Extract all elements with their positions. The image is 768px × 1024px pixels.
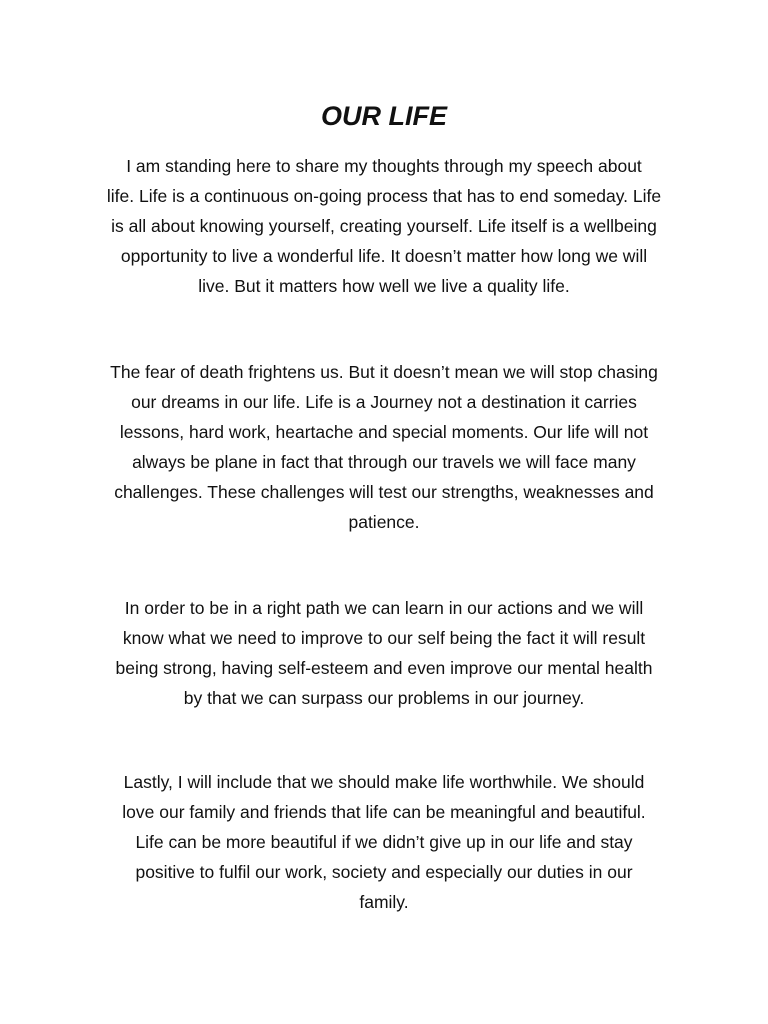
paragraph-4 bbox=[80, 767, 688, 917]
paragraph-line: opportunity to live a wonderful life. It doesn’t matter how long we will bbox=[120, 246, 648, 266]
paragraph-line: always be plane in fact that through our travels we will face many bbox=[132, 452, 636, 472]
paragraph-line: The fear of death frightens us. But it doesn’t mean we will stop chasing bbox=[110, 362, 658, 382]
paragraph-3 bbox=[80, 593, 688, 713]
paragraph-line: Life can be more beautiful if we didn’t give up in our life and stay bbox=[135, 832, 633, 852]
paragraph-line: family. bbox=[359, 892, 409, 912]
paragraph-line: life. Life is a continuous on-going process that has to end someday. Life bbox=[106, 186, 662, 206]
document-title: OUR LIFE bbox=[321, 101, 447, 131]
paragraph-line: I am standing here to share my thoughts through my speech about bbox=[126, 156, 642, 176]
paragraph-2 bbox=[80, 357, 688, 537]
paragraph-line: challenges. These challenges will test our strengths, weaknesses and bbox=[114, 482, 654, 502]
paragraph-line: our dreams in our life. Life is a Journey not a destination it carries bbox=[131, 392, 637, 412]
paragraph-line: In order to be in a right path we can learn in our actions and we will bbox=[124, 598, 644, 618]
paragraph-line: patience. bbox=[348, 512, 420, 532]
paragraph-line: by that we can surpass our problems in our journey. bbox=[183, 688, 585, 708]
paragraph-line: love our family and friends that life can be meaningful and beautiful. bbox=[122, 802, 646, 822]
paragraph-line: is all about knowing yourself, creating yourself. Life itself is a wellbeing bbox=[111, 216, 657, 236]
paragraph-line: being strong, having self-esteem and even improve our mental health bbox=[115, 658, 653, 678]
paragraph-line: Lastly, I will include that we should make life worthwhile. We should bbox=[123, 772, 645, 792]
paragraph-line: know what we need to improve to our self being the fact it will result bbox=[122, 628, 646, 648]
paragraph-line: positive to fulfil our work, society and especially our duties in our bbox=[135, 862, 633, 882]
paragraph-line: live. But it matters how well we live a quality life. bbox=[198, 276, 570, 296]
paragraph-line: lessons, hard work, heartache and special moments. Our life will not bbox=[119, 422, 649, 442]
paragraph-1 bbox=[80, 151, 688, 301]
